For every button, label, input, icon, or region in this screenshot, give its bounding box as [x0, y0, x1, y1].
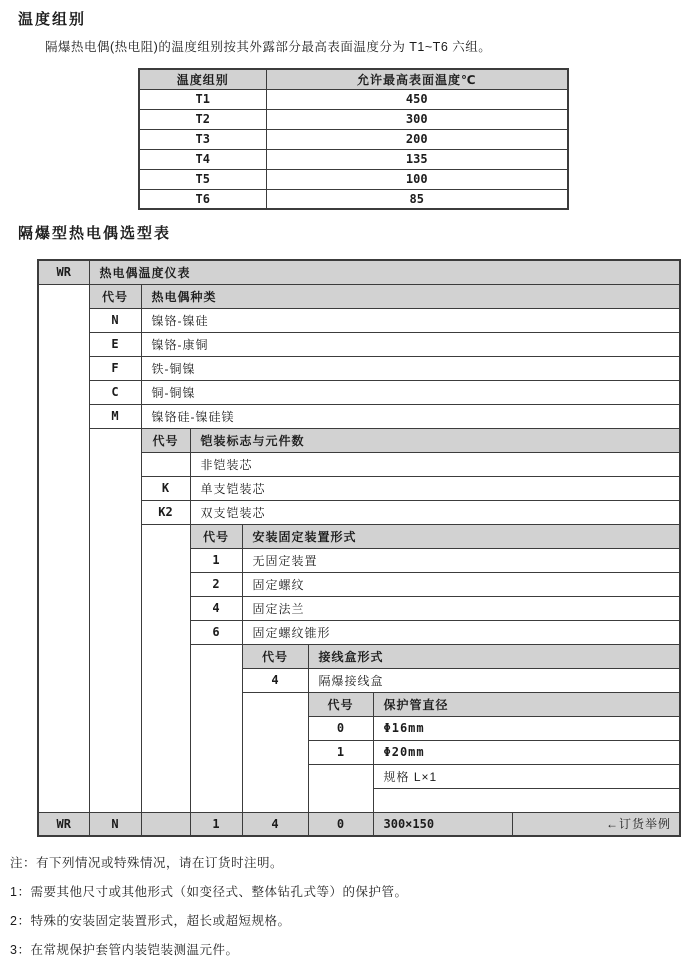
selection-table: [37, 259, 681, 837]
sheath-code-cell: K2: [141, 500, 190, 524]
temp-value-cell: 100: [266, 169, 568, 189]
ordering-example-row: [38, 812, 680, 836]
temp-col-header-max-temp: 允许最高表面温度℃: [266, 69, 568, 89]
type-code-cell: M: [89, 404, 141, 428]
mounting-code-header-cell: 代号: [190, 524, 242, 548]
example-spec-cell: 300×150: [373, 812, 512, 836]
sheath-label-header-cell: 铠装标志与元件数: [190, 428, 680, 452]
mounting-code-cell: 6: [190, 620, 242, 644]
temp-row: [139, 89, 568, 109]
temp-value-cell: 450: [266, 89, 568, 109]
mounting-label-cell: 固定法兰: [242, 596, 680, 620]
temp-header-row: [139, 69, 568, 89]
temp-row: [139, 129, 568, 149]
sheath-label-cell: 非铠装芯: [190, 452, 680, 476]
junction-box-label-header-cell: 接线盒形式: [308, 644, 680, 668]
type-label-cell: 镍铬-康铜: [141, 332, 680, 356]
temp-row: [139, 189, 568, 209]
type-header-row: [38, 284, 680, 308]
mounting-label-cell: 固定螺纹锥形: [242, 620, 680, 644]
type-row: [38, 356, 680, 380]
temp-row: [139, 109, 568, 129]
example-cell: 1: [190, 812, 242, 836]
type-code-cell: F: [89, 356, 141, 380]
type-row: [38, 404, 680, 428]
empty-cell: [373, 788, 680, 812]
mounting-label-header-cell: 安装固定装置形式: [242, 524, 680, 548]
stair-empty-cell: [308, 764, 373, 812]
junction-box-code-cell: 4: [242, 668, 308, 692]
type-row: [38, 308, 680, 332]
type-label-cell: 镍铬硅-镍硅镁: [141, 404, 680, 428]
temp-col-header-group: 温度组别: [139, 69, 266, 89]
tube-code-cell: 0: [308, 716, 373, 740]
tube-label-header-cell: 保护管直径: [373, 692, 680, 716]
temp-row: [139, 149, 568, 169]
temp-value-cell: 200: [266, 129, 568, 149]
tube-label-cell: Φ20mm: [373, 740, 680, 764]
temp-value-cell: 300: [266, 109, 568, 129]
root-code-cell: WR: [38, 260, 89, 284]
type-label-cell: 铁-铜镍: [141, 356, 680, 380]
example-cell: 0: [308, 812, 373, 836]
mounting-label-cell: 固定螺纹: [242, 572, 680, 596]
note-line: 1：需要其他尺寸或其他形式（如变径式、整体钻孔式等）的保护管。: [10, 885, 408, 899]
sheath-header-row: [38, 428, 680, 452]
mounting-code-cell: 4: [190, 596, 242, 620]
temp-value-cell: 135: [266, 149, 568, 169]
temp-value-cell: 85: [266, 189, 568, 209]
example-note-cell: ←订货举例: [512, 812, 680, 836]
section-title-selection-table: 隔爆型热电偶选型表: [18, 225, 172, 242]
spec-label-cell: 规格 L×1: [373, 764, 680, 788]
type-row: [38, 380, 680, 404]
example-cell: 4: [242, 812, 308, 836]
stair-empty-cell: [89, 428, 141, 812]
type-code-header-cell: 代号: [89, 284, 141, 308]
notes: [10, 853, 407, 969]
sheath-label-cell: 单支铠装芯: [190, 476, 680, 500]
temp-group-cell: T4: [139, 149, 266, 169]
mounting-code-cell: 1: [190, 548, 242, 572]
example-cell: [141, 812, 190, 836]
temp-group-cell: T1: [139, 89, 266, 109]
mounting-code-cell: 2: [190, 572, 242, 596]
temp-group-cell: T6: [139, 189, 266, 209]
temp-group-cell: T3: [139, 129, 266, 149]
type-code-cell: E: [89, 332, 141, 356]
temp-row: [139, 169, 568, 189]
sheath-code-cell: K: [141, 476, 190, 500]
type-row: [38, 332, 680, 356]
stair-empty-cell: [141, 524, 190, 812]
temperature-table: [138, 68, 569, 210]
type-label-cell: 铜-铜镍: [141, 380, 680, 404]
example-cell: WR: [38, 812, 89, 836]
tube-code-cell: 1: [308, 740, 373, 764]
section-title-temperature-groups: 温度组别: [18, 11, 87, 28]
temp-group-cell: T5: [139, 169, 266, 189]
note-line: 3：在常规保护套管内装铠装测温元件。: [10, 943, 239, 957]
junction-box-label-cell: 隔爆接线盒: [308, 668, 680, 692]
type-label-header-cell: 热电偶种类: [141, 284, 680, 308]
sheath-label-cell: 双支铠装芯: [190, 500, 680, 524]
note-line: 2：特殊的安装固定装置形式，超长或超短规格。: [10, 914, 291, 928]
temp-group-cell: T2: [139, 109, 266, 129]
intro-text: 隔爆热电偶(热电阻)的温度组别按其外露部分最高表面温度分为 T1~T6 六组。: [45, 40, 492, 54]
stair-empty-cell: [38, 284, 89, 812]
type-code-cell: N: [89, 308, 141, 332]
sheath-code-header-cell: 代号: [141, 428, 190, 452]
type-label-cell: 镍铬-镍硅: [141, 308, 680, 332]
example-cell: N: [89, 812, 141, 836]
note-line: 注：有下列情况或特殊情况，请在订货时注明。: [10, 856, 284, 870]
type-code-cell: C: [89, 380, 141, 404]
tube-code-header-cell: 代号: [308, 692, 373, 716]
root-label-cell: 热电偶温度仪表: [89, 260, 680, 284]
stair-empty-cell: [190, 644, 242, 812]
mounting-label-cell: 无固定装置: [242, 548, 680, 572]
sheath-code-cell: [141, 452, 190, 476]
selection-root-row: [38, 260, 680, 284]
stair-empty-cell: [242, 692, 308, 812]
tube-label-cell: Φ16mm: [373, 716, 680, 740]
junction-box-code-header-cell: 代号: [242, 644, 308, 668]
